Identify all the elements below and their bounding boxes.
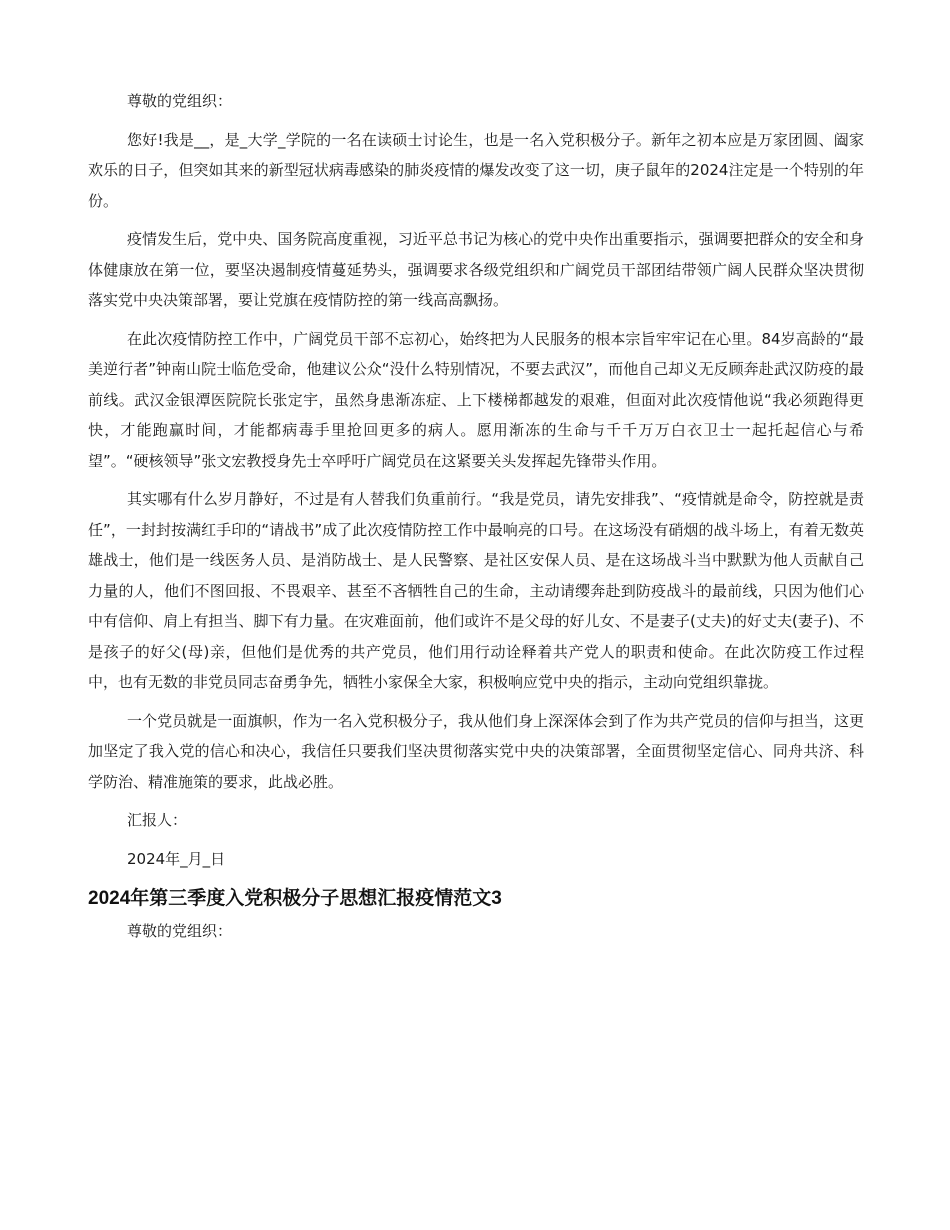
document-page — [88, 80, 864, 947]
next-salutation: 尊敬的党组织： — [127, 922, 233, 940]
salutation: 尊敬的党组织： — [127, 92, 233, 110]
paragraph-4: 其实哪有什么岁月静好，不过是有人替我们负重前行。“我是党员，请先安排我”、“疫情就是命令，防控就是责任”，一封封按满红手印的“请战书”成了此次疫情防控工作中最响亮的口号。在这场没有硝烟的战斗场上，有着无数英雄战士，他们是一线医务人员、是消防战士、是人民警察、是社区安保人员、是在这场战斗当中默默为他人贡献自己力量的人，他们不图回报、不畏艰辛、甚至不吝牺牲自己的生命，主动请缨奔赴到防疫战斗的最前线，只因为他们心中有信仰、肩上有担当、脚下有力量。在灾难面前，他们或许不是父母的好儿女、不是妻子(丈夫)的好丈夫(妻子)、不是孩子的好父(母)亲，但他们是优秀的共产党员，他们用行动诠释着共产党人的职责和使命。在此次防疫工作过程中，也有无数的非党员同志奋勇争先，牺牲小家保全大家，积极响应党中央的指示，主动向党组织靠拢。 — [88, 490, 864, 691]
section-heading: 2024年第三季度入党积极分子思想汇报疫情范文3 — [88, 888, 502, 909]
paragraph-5: 一个党员就是一面旗帜，作为一名入党积极分子，我从他们身上深深体会到了作为共产党员的信仰与担当，这更加坚定了我入党的信心和决心，我信任只要我们坚决贯彻落实党中央的决策部署，全面贯彻坚定信心、同舟共济、科学防治、精准施策的要求，此战必胜。 — [88, 711, 864, 791]
paragraph-3: 在此次疫情防控工作中，广阔党员干部不忘初心，始终把为人民服务的根本宗旨牢牢记在心里。84岁高龄的“最美逆行者”钟南山院士临危受命，他建议公众“没什么特别情况，不要去武汉”，而他自己却义无反顾奔赴武汉防疫的最前线。武汉金银潭医院院长张定宇，虽然身患渐冻症、上下楼梯都越发的艰难，但面对此次疫情他说“我必须跑得更快，才能跑赢时间，才能都病毒手里抢回更多的病人。愿用渐冻的生命与千千万万白衣卫士一起托起信心与希望”。“硬核领导”张文宏教授身先士卒呼吁广阔党员在这紧要关头发挥起先锋带头作用。 — [88, 329, 864, 470]
reporter-label: 汇报人： — [127, 811, 188, 829]
paragraph-1: 您好!我是__，是_大学_学院的一名在读硕士讨论生，也是一名入党积极分子。新年之初本应是万家团圆、阖家欢乐的日子，但突如其来的新型冠状病毒感染的肺炎疫情的爆发改变了这一切，庚子鼠年的2024注定是一个特别的年份。 — [88, 130, 864, 210]
paragraph-2: 疫情发生后，党中央、国务院高度重视，习近平总书记为核心的党中央作出重要指示，强调要把群众的安全和身体健康放在第一位，要坚决遏制疫情蔓延势头，强调要求各级党组织和广阔党员干部团结带领广阔人民群众坚决贯彻落实党中央决策部署，要让党旗在疫情防控的第一线高高飘扬。 — [88, 230, 864, 309]
date-line: 2024年_月_日 — [127, 849, 226, 868]
